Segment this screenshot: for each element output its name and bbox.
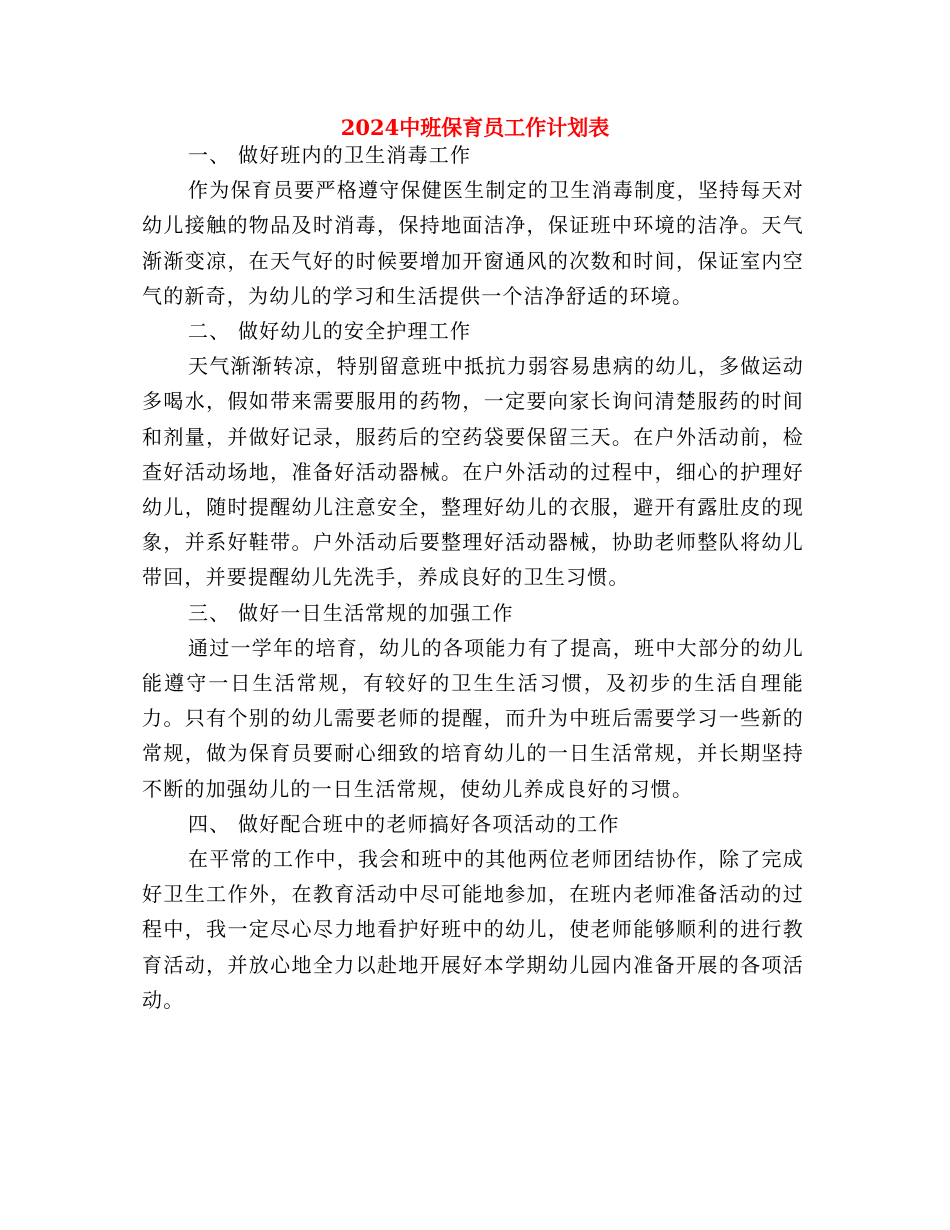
- section-heading: 三、 做好一日生活常规的加强工作: [188, 600, 514, 625]
- document-body: [142, 138, 804, 1018]
- section-daily-routine: [142, 596, 804, 807]
- section-heading: 一、 做好班内的卫生消毒工作: [188, 143, 472, 167]
- section-paragraph: 天气渐渐转凉，特别留意班中抵抗力弱容易患病的幼儿，多做运动多喝水，假如带来需要服用的药物，一定要向家长询问清楚服药的时间和剂量，并做好记录，服药后的空药袋要保留三天。在户外活动前，检查好活动场地，准备好活动器械。在户外活动的过程中，细心的护理好幼儿，随时提醒幼儿注意安全，整理好幼儿的衣服，避开有露肚皮的现象，并系好鞋带。户外活动后要整理好活动器械，协助老师整队将幼儿带回，并要提醒幼儿先洗手，养成良好的卫生习惯。: [142, 354, 804, 590]
- section-paragraph: 在平常的工作中，我会和班中的其他两位老师团结协作，除了完成好卫生工作外，在教育活动中尽可能地参加，在班内老师准备活动的过程中，我一定尽心尽力地看护好班中的幼儿，使老师能够顺利的进行教育活动，并放心地全力以赴地开展好本学期幼儿园内准备开展的各项活动。: [142, 847, 804, 1012]
- section-paragraph: 通过一学年的培育，幼儿的各项能力有了提高，班中大部分的幼儿能遵守一日生活常规，有较好的卫生生活习惯，及初步的生活自理能力。只有个别的幼儿需要老师的提醒，而升为中班后需要学习一些新的常规，做为保育员要耐心细致的培育幼儿的一日生活常规，并长期坚持不断的加强幼儿的一日生活常规，使幼儿养成良好的习惯。: [142, 635, 804, 801]
- section-heading: 四、 做好配合班中的老师搞好各项活动的工作: [188, 811, 620, 836]
- section-sanitation: [142, 138, 804, 314]
- section-safety-care: [142, 314, 804, 596]
- section-heading: 二、 做好幼儿的安全护理工作: [188, 319, 472, 344]
- section-teacher-cooperation: [142, 807, 804, 1018]
- section-paragraph: 作为保育员要严格遵守保健医生制定的卫生消毒制度，坚持每天对幼儿接触的物品及时消毒，保持地面洁净，保证班中环境的洁净。天气渐渐变凉，在天气好的时候要增加开窗通风的次数和时间，保证室内空气的新奇，为幼儿的学习和生活提供一个洁净舒适的环境。: [142, 178, 804, 308]
- document-title: 2024中班保育员工作计划表: [340, 115, 610, 140]
